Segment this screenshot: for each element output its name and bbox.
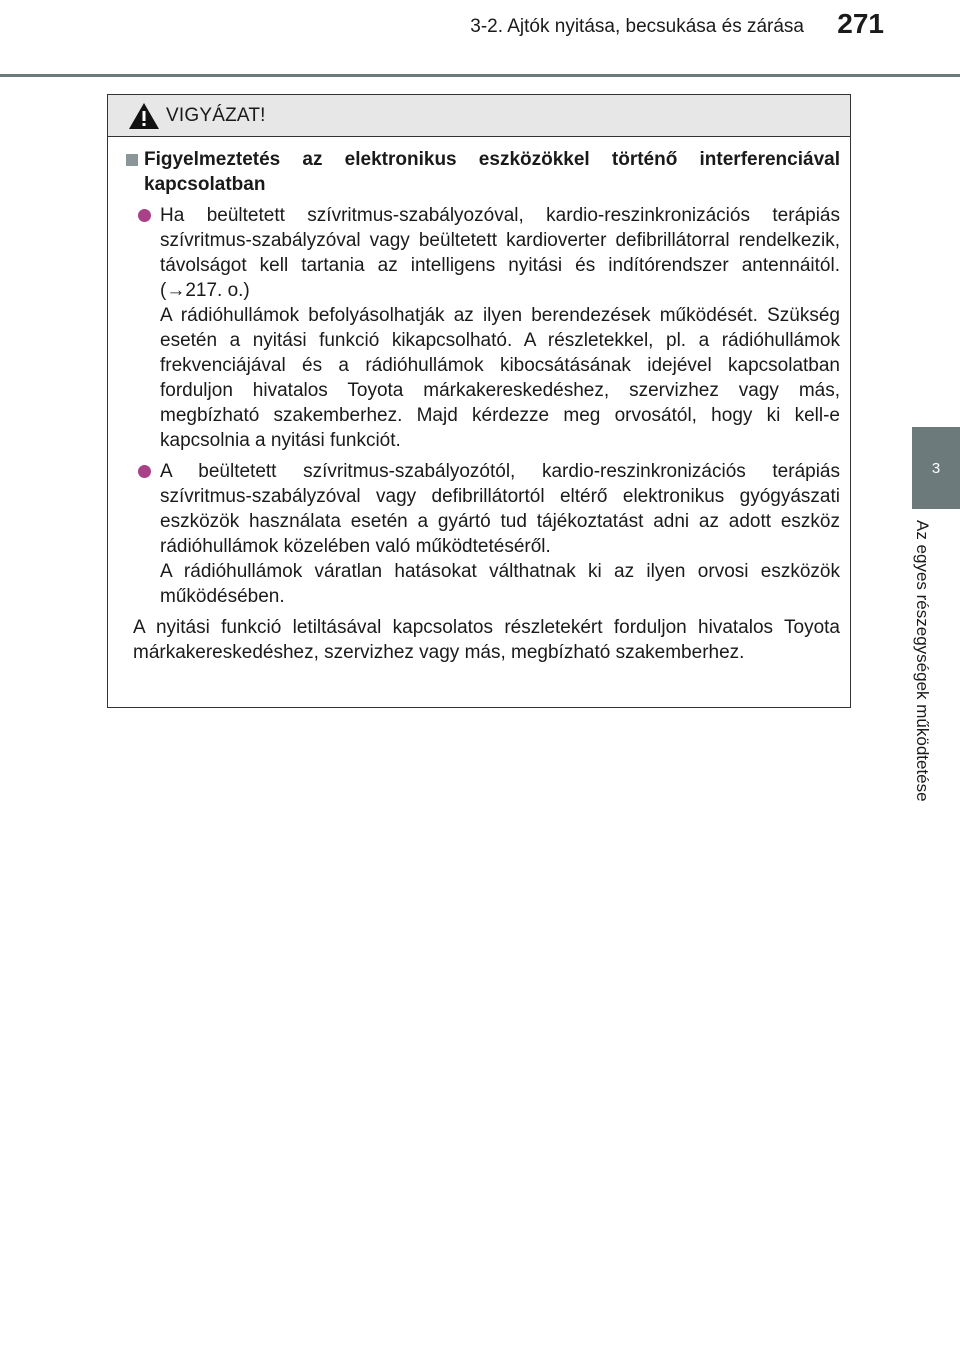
page-number: 271 (837, 8, 884, 39)
warning-triangle-icon (128, 102, 160, 130)
bullet-paragraph: A beültetett szívritmus-szabályozótól, kardio-reszinkronizációs terápiás szívritmus-szabályzóval vagy defibrillátortól eltérő elektronikus gyógyászati eszközök használata esetén a gyártó tud tájékoztatást adni az adott eszköz rádióhullámok közelében való működtetéséről. (160, 461, 840, 557)
warning-box (107, 94, 851, 708)
section-title: 3-2. Ajtók nyitása, becsukása és zárása (470, 16, 804, 37)
warning-label: VIGYÁZAT! (166, 104, 266, 126)
bullet-paragraph: Ha beültetett szívritmus-szabályozóval, kardio-reszinkronizációs terápiás szívritmus-szabályzóval vagy beültetett kardioverter defibrillátorral rendelkezik, távolságot kell tartania az intelligens nyitási és indítórendszer antennáitól. (→217. o.) (160, 205, 840, 301)
bullet-paragraph: A rádióhullámok váratlan hatásokat válthatnak ki az ilyen orvosi eszközök működésében. (160, 561, 840, 607)
warning-body (108, 137, 850, 665)
chapter-tab (912, 427, 960, 509)
list-item (126, 203, 840, 453)
section-heading (126, 147, 840, 197)
header-rule (0, 74, 960, 77)
square-bullet-icon (126, 154, 138, 166)
chapter-number: 3 (931, 459, 941, 477)
closing-paragraph: A nyitási funkció letiltásával kapcsolatos részletekért forduljon hivatalos Toyota márkakereskedéshez, szervizhez vagy más, megbízható szakemberhez. (133, 617, 840, 663)
bullet-paragraph: A rádióhullámok befolyásolhatják az ilyen berendezések működését. Szükség esetén a nyitási funkció kikapcsolható. A részletekkel, pl. a rádióhullámok frekvenciájával és a rádióhullámok kibocsátásának idejével kapcsolatban forduljon hivatalos Toyota márkakereskedéshez, szervizhez vagy más, megbízható szakemberhez. Majd kérdezze meg orvosától, hogy ki kell-e kapcsolnia a nyitási funkciót. (160, 305, 840, 451)
section-heading-text: Figyelmeztetés az elektronikus eszközökkel történő interferenciával kapcsolatban (144, 149, 840, 195)
bullet-content (160, 459, 840, 609)
list-item (126, 459, 840, 609)
bullet-content (160, 203, 840, 453)
warning-header (108, 95, 850, 137)
circle-bullet-icon (138, 209, 151, 222)
circle-bullet-icon (138, 465, 151, 478)
chapter-title: Az egyes részegységek működtetése (913, 520, 932, 802)
